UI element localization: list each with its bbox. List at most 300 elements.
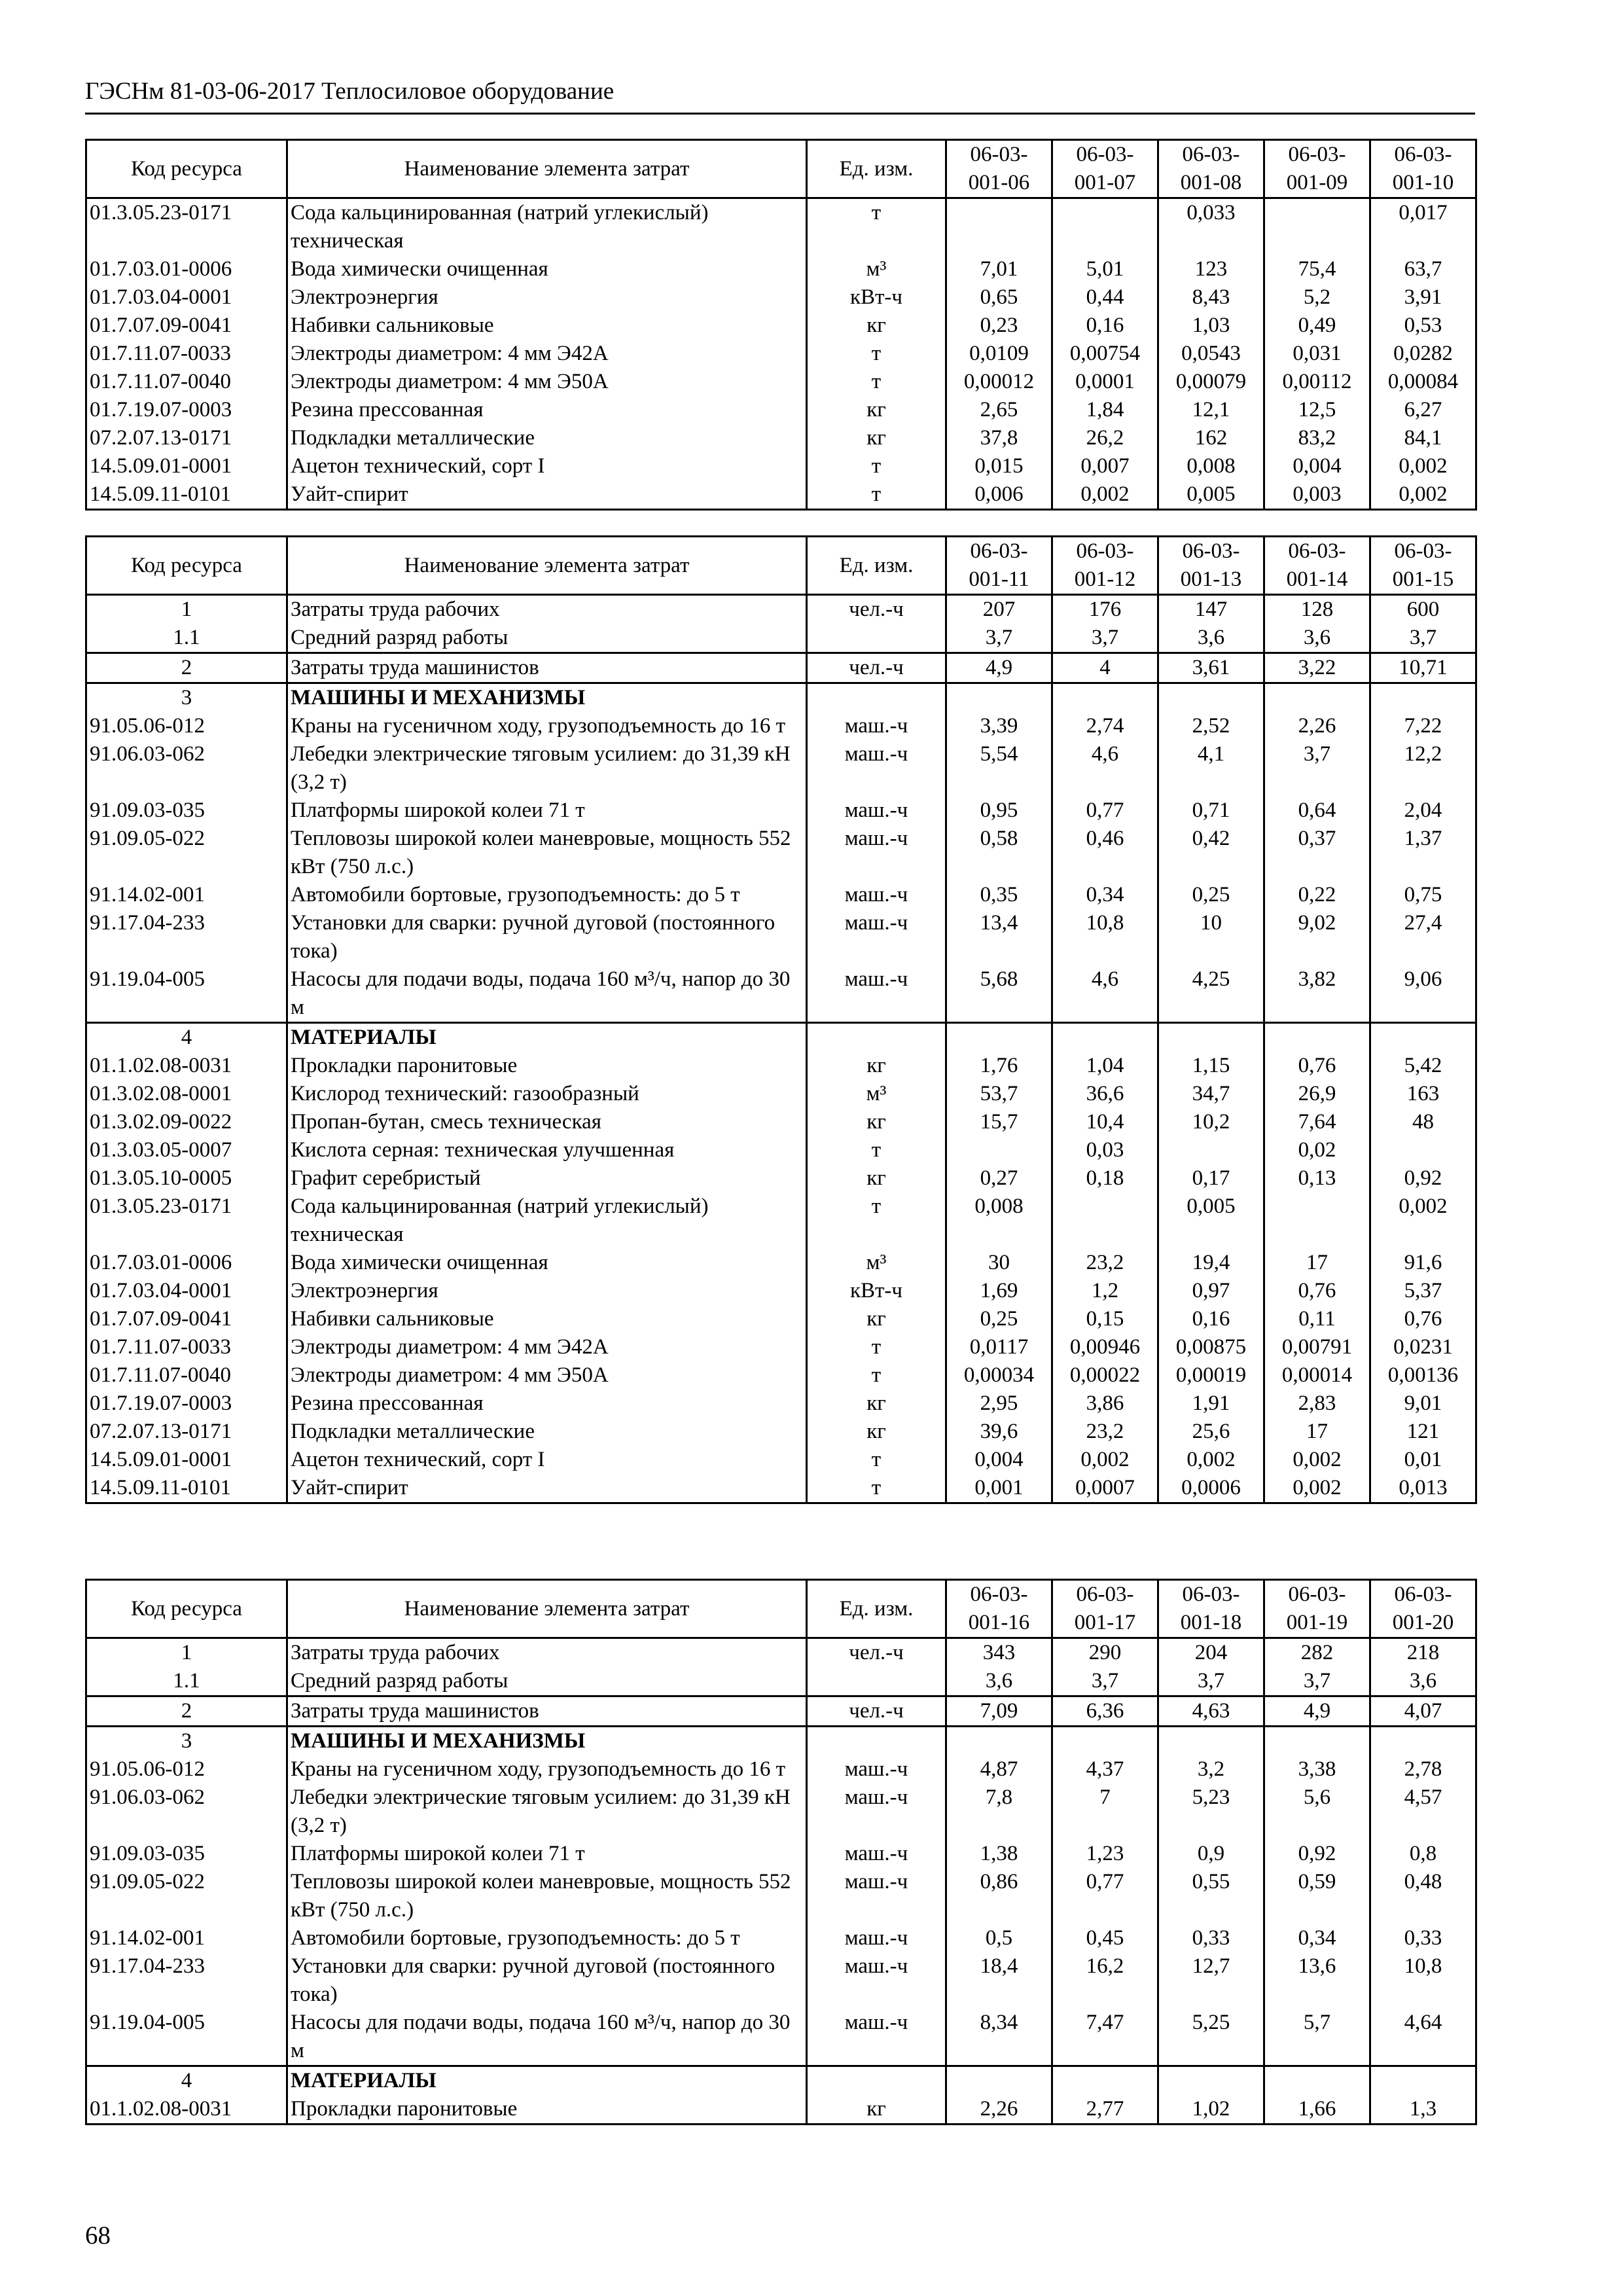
resource-value: 0,008 bbox=[1158, 452, 1264, 480]
table-row bbox=[86, 1193, 1476, 1249]
resource-name: Сода кальцинированная (натрий углекислый) техническая bbox=[287, 1193, 807, 1249]
table-row bbox=[86, 1108, 1476, 1136]
resource-unit: маш.-ч bbox=[807, 1784, 946, 1840]
resource-value: 121 bbox=[1370, 1418, 1476, 1446]
resource-name: Подкладки металлические bbox=[287, 424, 807, 452]
resource-value: 3,82 bbox=[1264, 965, 1370, 1023]
resource-code: 01.1.02.08-0031 bbox=[86, 1052, 287, 1080]
table-row bbox=[86, 2009, 1476, 2066]
resource-value: 0,02 bbox=[1264, 1136, 1370, 1164]
resource-value: 0,0109 bbox=[946, 340, 1052, 368]
table-row bbox=[86, 624, 1476, 653]
resource-value bbox=[1052, 1023, 1158, 1052]
header-norm-code: 06-03- 001-09 bbox=[1264, 140, 1370, 198]
table-row bbox=[86, 1474, 1476, 1503]
resource-value: 39,6 bbox=[946, 1418, 1052, 1446]
header-norm-code: 06-03- 001-06 bbox=[946, 140, 1052, 198]
resource-name: Краны на гусеничном ходу, грузоподъемность до 16 т bbox=[287, 712, 807, 740]
resource-value bbox=[1158, 1136, 1264, 1164]
resource-value: 0,65 bbox=[946, 283, 1052, 312]
resource-unit: м³ bbox=[807, 255, 946, 283]
resource-value: 0,53 bbox=[1370, 312, 1476, 340]
resource-name: Затраты труда машинистов bbox=[287, 653, 807, 683]
resource-value: 13,6 bbox=[1264, 1952, 1370, 2009]
resource-code: 01.3.02.09-0022 bbox=[86, 1108, 287, 1136]
resource-value: 0,033 bbox=[1158, 198, 1264, 256]
resource-value: 0,008 bbox=[946, 1193, 1052, 1249]
table-header-row bbox=[86, 537, 1476, 595]
resource-value: 0,017 bbox=[1370, 198, 1476, 256]
header-name: Наименование элемента затрат bbox=[287, 140, 807, 198]
resource-name: Краны на гусеничном ходу, грузоподъемность до 16 т bbox=[287, 1755, 807, 1784]
resource-value: 343 bbox=[946, 1638, 1052, 1668]
resource-value: 4,6 bbox=[1052, 740, 1158, 797]
resource-value: 2,77 bbox=[1052, 2095, 1158, 2125]
resource-value: 17 bbox=[1264, 1249, 1370, 1277]
resource-unit bbox=[807, 2066, 946, 2096]
resource-unit: т bbox=[807, 198, 946, 256]
table-row bbox=[86, 909, 1476, 965]
resource-value: 5,37 bbox=[1370, 1277, 1476, 1305]
resource-value bbox=[1264, 2066, 1370, 2096]
resource-value: 10 bbox=[1158, 909, 1264, 965]
resource-code: 1.1 bbox=[86, 624, 287, 653]
resource-value: 218 bbox=[1370, 1638, 1476, 1668]
resource-value: 0,92 bbox=[1370, 1164, 1476, 1193]
resource-value: 0,01 bbox=[1370, 1446, 1476, 1474]
resource-value: 4,64 bbox=[1370, 2009, 1476, 2066]
resource-value: 0,00022 bbox=[1052, 1361, 1158, 1390]
resource-unit: маш.-ч bbox=[807, 881, 946, 909]
resource-unit: т bbox=[807, 1446, 946, 1474]
table-row bbox=[86, 424, 1476, 452]
resource-unit bbox=[807, 1667, 946, 1696]
resource-value: 0,001 bbox=[946, 1474, 1052, 1503]
resource-name: МАШИНЫ И МЕХАНИЗМЫ bbox=[287, 1727, 807, 1756]
resource-name: Электроэнергия bbox=[287, 283, 807, 312]
resource-value: 0,45 bbox=[1052, 1924, 1158, 1952]
resource-unit: т bbox=[807, 452, 946, 480]
table-row bbox=[86, 683, 1476, 713]
table-row bbox=[86, 283, 1476, 312]
resource-value: 3,6 bbox=[1370, 1667, 1476, 1696]
resource-code: 91.05.06-012 bbox=[86, 1755, 287, 1784]
resource-value bbox=[1370, 1136, 1476, 1164]
resource-value: 3,7 bbox=[946, 624, 1052, 653]
resource-value bbox=[946, 1727, 1052, 1756]
resource-code: 01.7.07.09-0041 bbox=[86, 312, 287, 340]
resource-unit: кг bbox=[807, 1052, 946, 1080]
header-code: Код ресурса bbox=[86, 140, 287, 198]
header-norm-code: 06-03- 001-18 bbox=[1158, 1580, 1264, 1638]
resource-value: 0,013 bbox=[1370, 1474, 1476, 1503]
resource-value bbox=[1052, 2066, 1158, 2096]
resource-code: 91.06.03-062 bbox=[86, 740, 287, 797]
resource-value: 0,8 bbox=[1370, 1840, 1476, 1868]
resource-value: 1,2 bbox=[1052, 1277, 1158, 1305]
header-norm-code: 06-03- 001-16 bbox=[946, 1580, 1052, 1638]
resource-value: 0,25 bbox=[1158, 881, 1264, 909]
resource-code: 07.2.07.13-0171 bbox=[86, 424, 287, 452]
resource-value: 10,8 bbox=[1370, 1952, 1476, 2009]
resource-code: 4 bbox=[86, 2066, 287, 2096]
resource-unit: т bbox=[807, 340, 946, 368]
resource-value: 25,6 bbox=[1158, 1418, 1264, 1446]
resource-value: 0,97 bbox=[1158, 1277, 1264, 1305]
resource-unit: чел.-ч bbox=[807, 653, 946, 683]
resource-value: 5,68 bbox=[946, 965, 1052, 1023]
resource-value: 0,007 bbox=[1052, 452, 1158, 480]
resource-name: Вода химически очищенная bbox=[287, 255, 807, 283]
resource-value: 1,03 bbox=[1158, 312, 1264, 340]
resource-value: 163 bbox=[1370, 1080, 1476, 1108]
resource-value: 3,6 bbox=[1158, 624, 1264, 653]
resource-value: 5,6 bbox=[1264, 1784, 1370, 1840]
resource-value: 0,00034 bbox=[946, 1361, 1052, 1390]
resource-name: Электроды диаметром: 4 мм Э50А bbox=[287, 1361, 807, 1390]
resource-value: 207 bbox=[946, 595, 1052, 624]
resource-unit: т bbox=[807, 1474, 946, 1503]
resource-value: 5,23 bbox=[1158, 1784, 1264, 1840]
resource-value: 0,004 bbox=[1264, 452, 1370, 480]
resource-value bbox=[1052, 1193, 1158, 1249]
resource-value: 0,00019 bbox=[1158, 1361, 1264, 1390]
resource-name: Лебедки электрические тяговым усилием: до 31,39 кН (3,2 т) bbox=[287, 740, 807, 797]
resource-value: 4,57 bbox=[1370, 1784, 1476, 1840]
resource-value bbox=[1370, 2066, 1476, 2096]
resource-value: 0,23 bbox=[946, 312, 1052, 340]
resource-name: Набивки сальниковые bbox=[287, 312, 807, 340]
table-row bbox=[86, 797, 1476, 825]
resource-value: 0,48 bbox=[1370, 1868, 1476, 1924]
resource-value bbox=[1370, 1023, 1476, 1052]
resource-unit: маш.-ч bbox=[807, 712, 946, 740]
resource-name: Затраты труда рабочих bbox=[287, 1638, 807, 1668]
cost-table-1 bbox=[85, 139, 1477, 511]
table-row bbox=[86, 396, 1476, 424]
resource-name: Затраты труда машинистов bbox=[287, 1696, 807, 1727]
resource-value: 0,49 bbox=[1264, 312, 1370, 340]
table-row bbox=[86, 1136, 1476, 1164]
resource-value: 0,42 bbox=[1158, 825, 1264, 881]
resource-value: 9,06 bbox=[1370, 965, 1476, 1023]
resource-unit: т bbox=[807, 368, 946, 396]
resource-code: 91.05.06-012 bbox=[86, 712, 287, 740]
resource-value: 0,27 bbox=[946, 1164, 1052, 1193]
resource-value: 12,7 bbox=[1158, 1952, 1264, 2009]
resource-value: 282 bbox=[1264, 1638, 1370, 1668]
resource-value: 6,27 bbox=[1370, 396, 1476, 424]
resource-value: 0,00791 bbox=[1264, 1333, 1370, 1361]
resource-value: 3,39 bbox=[946, 712, 1052, 740]
resource-value: 4,9 bbox=[946, 653, 1052, 683]
resource-code: 91.09.05-022 bbox=[86, 1868, 287, 1924]
resource-value: 30 bbox=[946, 1249, 1052, 1277]
resource-name: Насосы для подачи воды, подача 160 м³/ч, напор до 30 м bbox=[287, 2009, 807, 2066]
resource-value: 128 bbox=[1264, 595, 1370, 624]
resource-value: 0,00754 bbox=[1052, 340, 1158, 368]
resource-value: 0,00079 bbox=[1158, 368, 1264, 396]
resource-unit: чел.-ч bbox=[807, 1638, 946, 1668]
resource-value bbox=[1158, 683, 1264, 713]
resource-value: 0,18 bbox=[1052, 1164, 1158, 1193]
resource-value: 7,47 bbox=[1052, 2009, 1158, 2066]
resource-value bbox=[1264, 1193, 1370, 1249]
resource-name: МАТЕРИАЛЫ bbox=[287, 2066, 807, 2096]
resource-value: 0,0543 bbox=[1158, 340, 1264, 368]
resource-value: 0,71 bbox=[1158, 797, 1264, 825]
resource-value: 0,95 bbox=[946, 797, 1052, 825]
resource-value: 0,00014 bbox=[1264, 1361, 1370, 1390]
resource-code: 91.19.04-005 bbox=[86, 2009, 287, 2066]
resource-value: 4,07 bbox=[1370, 1696, 1476, 1727]
resource-value: 0,13 bbox=[1264, 1164, 1370, 1193]
resource-unit: кг bbox=[807, 1108, 946, 1136]
resource-name: Автомобили бортовые, грузоподъемность: до 5 т bbox=[287, 1924, 807, 1952]
resource-value: 0,44 bbox=[1052, 283, 1158, 312]
resource-value: 2,78 bbox=[1370, 1755, 1476, 1784]
resource-value: 1,37 bbox=[1370, 825, 1476, 881]
resource-value: 9,01 bbox=[1370, 1390, 1476, 1418]
resource-value: 0,006 bbox=[946, 480, 1052, 510]
resource-unit: маш.-ч bbox=[807, 1924, 946, 1952]
resource-value: 7 bbox=[1052, 1784, 1158, 1840]
resource-value: 37,8 bbox=[946, 424, 1052, 452]
table-row bbox=[86, 1023, 1476, 1052]
table-row bbox=[86, 1727, 1476, 1756]
header-norm-code: 06-03- 001-12 bbox=[1052, 537, 1158, 595]
resource-value bbox=[1158, 2066, 1264, 2096]
resource-value: 0,00112 bbox=[1264, 368, 1370, 396]
resource-value: 0,77 bbox=[1052, 1868, 1158, 1924]
header-code: Код ресурса bbox=[86, 1580, 287, 1638]
resource-value: 7,01 bbox=[946, 255, 1052, 283]
resource-unit: кг bbox=[807, 1164, 946, 1193]
resource-code: 91.14.02-001 bbox=[86, 1924, 287, 1952]
resource-value: 3,91 bbox=[1370, 283, 1476, 312]
resource-name: Тепловозы широкой колеи маневровые, мощность 552 кВт (750 л.с.) bbox=[287, 1868, 807, 1924]
resource-value bbox=[946, 1023, 1052, 1052]
resource-value: 3,7 bbox=[1264, 740, 1370, 797]
resource-value: 26,2 bbox=[1052, 424, 1158, 452]
resource-value: 91,6 bbox=[1370, 1249, 1476, 1277]
table-row bbox=[86, 312, 1476, 340]
table-row bbox=[86, 1784, 1476, 1840]
resource-unit: кг bbox=[807, 424, 946, 452]
resource-name: Прокладки паронитовые bbox=[287, 1052, 807, 1080]
resource-value: 15,7 bbox=[946, 1108, 1052, 1136]
resource-name: Тепловозы широкой колеи маневровые, мощность 552 кВт (750 л.с.) bbox=[287, 825, 807, 881]
resource-name: Резина прессованная bbox=[287, 1390, 807, 1418]
resource-name: Пропан-бутан, смесь техническая bbox=[287, 1108, 807, 1136]
table-row bbox=[86, 1080, 1476, 1108]
resource-value: 0,0007 bbox=[1052, 1474, 1158, 1503]
resource-value: 10,4 bbox=[1052, 1108, 1158, 1136]
table-row bbox=[86, 653, 1476, 683]
resource-value: 34,7 bbox=[1158, 1080, 1264, 1108]
table-header-row bbox=[86, 140, 1476, 198]
resource-code: 01.7.11.07-0040 bbox=[86, 368, 287, 396]
table-row bbox=[86, 1052, 1476, 1080]
resource-code: 14.5.09.11-0101 bbox=[86, 1474, 287, 1503]
table-row bbox=[86, 740, 1476, 797]
header-norm-code: 06-03- 001-10 bbox=[1370, 140, 1476, 198]
resource-code: 1 bbox=[86, 1638, 287, 1668]
resource-value: 0,00875 bbox=[1158, 1333, 1264, 1361]
resource-value: 12,1 bbox=[1158, 396, 1264, 424]
header-name: Наименование элемента затрат bbox=[287, 1580, 807, 1638]
resource-value: 3,7 bbox=[1052, 624, 1158, 653]
resource-unit: маш.-ч bbox=[807, 1952, 946, 2009]
table-row bbox=[86, 1840, 1476, 1868]
resource-value bbox=[1264, 683, 1370, 713]
table-row bbox=[86, 1361, 1476, 1390]
resource-value: 1,91 bbox=[1158, 1390, 1264, 1418]
resource-name: Ацетон технический, сорт I bbox=[287, 452, 807, 480]
table-row bbox=[86, 1667, 1476, 1696]
resource-unit: т bbox=[807, 1333, 946, 1361]
resource-value: 2,04 bbox=[1370, 797, 1476, 825]
resource-unit: кг bbox=[807, 2095, 946, 2125]
resource-value bbox=[1264, 1727, 1370, 1756]
resource-value: 26,9 bbox=[1264, 1080, 1370, 1108]
resource-unit: маш.-ч bbox=[807, 909, 946, 965]
resource-name: Уайт-спирит bbox=[287, 1474, 807, 1503]
resource-code: 91.06.03-062 bbox=[86, 1784, 287, 1840]
resource-code: 91.14.02-001 bbox=[86, 881, 287, 909]
resource-name: Электроды диаметром: 4 мм Э42А bbox=[287, 340, 807, 368]
resource-code: 01.3.05.23-0171 bbox=[86, 198, 287, 256]
resource-value: 290 bbox=[1052, 1638, 1158, 1668]
resource-code: 14.5.09.01-0001 bbox=[86, 452, 287, 480]
resource-value: 0,35 bbox=[946, 881, 1052, 909]
resource-value: 17 bbox=[1264, 1418, 1370, 1446]
resource-value: 2,83 bbox=[1264, 1390, 1370, 1418]
table-row bbox=[86, 1952, 1476, 2009]
resource-value: 0,17 bbox=[1158, 1164, 1264, 1193]
resource-code: 1.1 bbox=[86, 1667, 287, 1696]
table-row bbox=[86, 825, 1476, 881]
resource-value: 83,2 bbox=[1264, 424, 1370, 452]
resource-value: 123 bbox=[1158, 255, 1264, 283]
resource-code: 01.3.05.10-0005 bbox=[86, 1164, 287, 1193]
resource-value: 12,2 bbox=[1370, 740, 1476, 797]
header-name: Наименование элемента затрат bbox=[287, 537, 807, 595]
resource-value: 0,16 bbox=[1158, 1305, 1264, 1333]
resource-value: 3,7 bbox=[1158, 1667, 1264, 1696]
resource-unit: чел.-ч bbox=[807, 1696, 946, 1727]
resource-code: 3 bbox=[86, 1727, 287, 1756]
table-row bbox=[86, 480, 1476, 510]
resource-value: 3,61 bbox=[1158, 653, 1264, 683]
resource-name: Кислород технический: газообразный bbox=[287, 1080, 807, 1108]
resource-value: 4,6 bbox=[1052, 965, 1158, 1023]
resource-name: Сода кальцинированная (натрий углекислый) техническая bbox=[287, 198, 807, 256]
resource-value: 0,002 bbox=[1264, 1446, 1370, 1474]
header-norm-code: 06-03- 001-14 bbox=[1264, 537, 1370, 595]
resource-value: 0,015 bbox=[946, 452, 1052, 480]
resource-value: 0,33 bbox=[1158, 1924, 1264, 1952]
header-norm-code: 06-03- 001-19 bbox=[1264, 1580, 1370, 1638]
resource-unit: кВт-ч bbox=[807, 283, 946, 312]
resource-name: Прокладки паронитовые bbox=[287, 2095, 807, 2125]
resource-unit: маш.-ч bbox=[807, 1840, 946, 1868]
header-norm-code: 06-03- 001-17 bbox=[1052, 1580, 1158, 1638]
resource-value: 0,00012 bbox=[946, 368, 1052, 396]
resource-name: МАШИНЫ И МЕХАНИЗМЫ bbox=[287, 683, 807, 713]
resource-name: Лебедки электрические тяговым усилием: до 31,39 кН (3,2 т) bbox=[287, 1784, 807, 1840]
resource-unit: т bbox=[807, 1193, 946, 1249]
resource-value: 6,36 bbox=[1052, 1696, 1158, 1727]
resource-value: 0,0231 bbox=[1370, 1333, 1476, 1361]
resource-unit: кг bbox=[807, 312, 946, 340]
resource-code: 2 bbox=[86, 653, 287, 683]
resource-value: 16,2 bbox=[1052, 1952, 1158, 2009]
resource-value: 7,8 bbox=[946, 1784, 1052, 1840]
resource-value: 1,15 bbox=[1158, 1052, 1264, 1080]
resource-value: 2,65 bbox=[946, 396, 1052, 424]
resource-code: 14.5.09.11-0101 bbox=[86, 480, 287, 510]
resource-value: 1,04 bbox=[1052, 1052, 1158, 1080]
resource-value: 0,92 bbox=[1264, 1840, 1370, 1868]
resource-name: Затраты труда рабочих bbox=[287, 595, 807, 624]
resource-unit bbox=[807, 1023, 946, 1052]
resource-value: 0,0117 bbox=[946, 1333, 1052, 1361]
resource-name: Резина прессованная bbox=[287, 396, 807, 424]
resource-value: 8,34 bbox=[946, 2009, 1052, 2066]
resource-value bbox=[946, 1136, 1052, 1164]
resource-value: 0,59 bbox=[1264, 1868, 1370, 1924]
resource-value: 0,11 bbox=[1264, 1305, 1370, 1333]
resource-unit: чел.-ч bbox=[807, 595, 946, 624]
resource-code: 14.5.09.01-0001 bbox=[86, 1446, 287, 1474]
resource-value: 84,1 bbox=[1370, 424, 1476, 452]
resource-unit bbox=[807, 683, 946, 713]
resource-name: Набивки сальниковые bbox=[287, 1305, 807, 1333]
header-code: Код ресурса bbox=[86, 537, 287, 595]
header-unit: Ед. изм. bbox=[807, 140, 946, 198]
resource-value: 4,87 bbox=[946, 1755, 1052, 1784]
resource-value: 0,55 bbox=[1158, 1868, 1264, 1924]
resource-value bbox=[946, 683, 1052, 713]
resource-unit: маш.-ч bbox=[807, 1868, 946, 1924]
resource-unit: м³ bbox=[807, 1080, 946, 1108]
resource-name: Электроды диаметром: 4 мм Э42А bbox=[287, 1333, 807, 1361]
resource-value: 0,002 bbox=[1264, 1474, 1370, 1503]
resource-value: 147 bbox=[1158, 595, 1264, 624]
resource-value bbox=[946, 198, 1052, 256]
document-title: ГЭСНм 81-03-06-2017 Теплосиловое оборудование bbox=[85, 78, 615, 105]
resource-value bbox=[1052, 1727, 1158, 1756]
resource-value: 5,7 bbox=[1264, 2009, 1370, 2066]
resource-value: 0,00084 bbox=[1370, 368, 1476, 396]
cost-table-2 bbox=[85, 535, 1477, 1504]
resource-value: 162 bbox=[1158, 424, 1264, 452]
resource-value: 0,76 bbox=[1264, 1277, 1370, 1305]
resource-unit: маш.-ч bbox=[807, 740, 946, 797]
table-row bbox=[86, 1390, 1476, 1418]
resource-value: 3,6 bbox=[946, 1667, 1052, 1696]
resource-value: 53,7 bbox=[946, 1080, 1052, 1108]
resource-code: 01.7.19.07-0003 bbox=[86, 1390, 287, 1418]
table-row bbox=[86, 255, 1476, 283]
resource-value: 3,6 bbox=[1264, 624, 1370, 653]
resource-value: 2,26 bbox=[1264, 712, 1370, 740]
resource-code: 4 bbox=[86, 1023, 287, 1052]
resource-unit: кг bbox=[807, 396, 946, 424]
resource-value: 0,76 bbox=[1370, 1305, 1476, 1333]
resource-value: 4,1 bbox=[1158, 740, 1264, 797]
